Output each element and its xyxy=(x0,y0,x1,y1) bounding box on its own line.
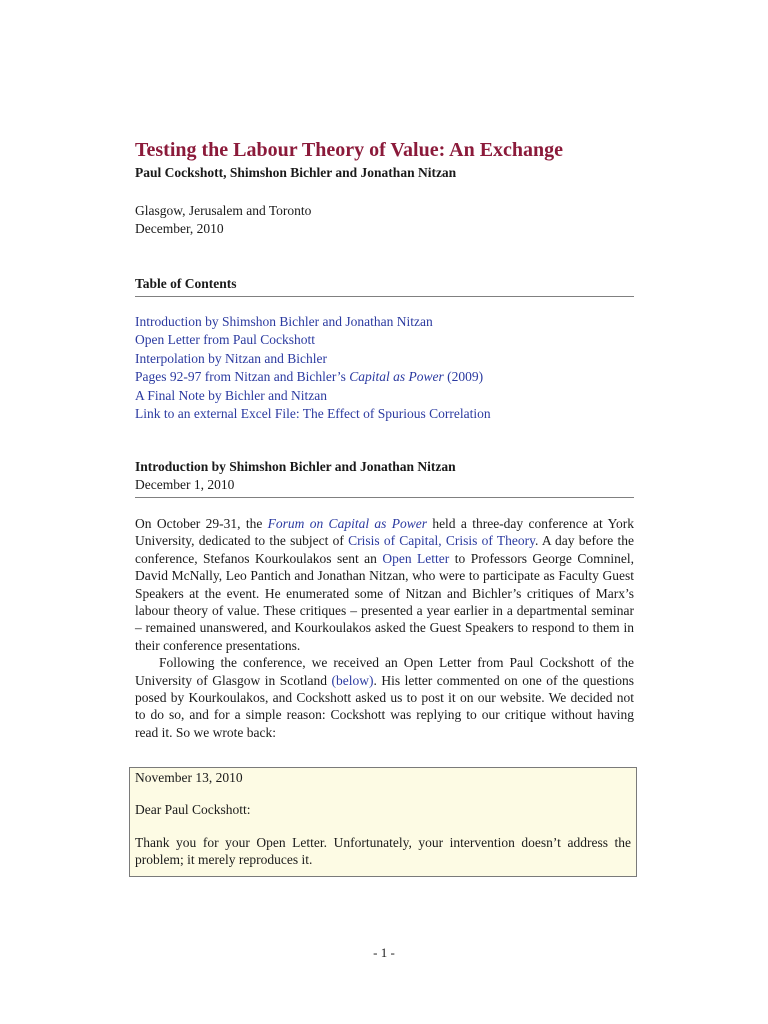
toc-link-open-letter[interactable]: Open Letter from Paul Cockshott xyxy=(135,332,315,348)
letter-date: November 13, 2010 xyxy=(135,770,243,785)
toc-link-final-note[interactable]: A Final Note by Bichler and Nitzan xyxy=(135,387,327,403)
paragraph-text: . His letter commented on one of the questions posed by Kourkoulakos, and Cockshott asked us to post it on our website. We decided not to do so, and for a simple reason: Cockshott was replying to our critique without having read it. So we wrote back: xyxy=(135,672,634,740)
toc-item xyxy=(135,368,491,386)
toc-heading: Table of Contents xyxy=(135,276,237,291)
crisis-link[interactable]: Crisis of Capital, Crisis of Theory xyxy=(348,533,535,549)
intro-paragraph-1 xyxy=(135,515,634,654)
paragraph-text: . A day before the conference, Stefanos Kourkoulakos sent an xyxy=(135,533,634,566)
toc-link-text: Pages 92-97 from Nitzan and Bichler’s xyxy=(135,369,350,385)
toc-link-text: (2009) xyxy=(443,369,484,385)
letter-greeting: Dear Paul Cockshott: xyxy=(135,802,251,818)
forum-link[interactable]: Forum on Capital as Power xyxy=(267,516,427,531)
document-authors: Paul Cockshott, Shimshon Bichler and Jonathan Nitzan xyxy=(135,165,457,180)
toc-link-interpolation[interactable]: Interpolation by Nitzan and Bichler xyxy=(135,350,327,366)
toc-item xyxy=(135,313,491,331)
toc-item xyxy=(135,331,491,349)
paragraph-text: Following the conference, we received an Open Letter from Paul Cockshott of the University of Glasgow in Scotland xyxy=(135,655,634,688)
document-date: December, 2010 xyxy=(135,221,224,236)
toc-link-excel-file[interactable]: Link to an external Excel File: The Effect of Spurious Correlation xyxy=(135,406,491,422)
toc-link-pages-92-97[interactable] xyxy=(135,369,483,384)
letter-box xyxy=(129,767,637,877)
toc-item xyxy=(135,405,491,423)
open-letter-link[interactable]: Open Letter xyxy=(382,550,450,566)
page-number: - 1 - xyxy=(373,945,395,960)
letter-text: Thank you for your Open Letter. Unfortunately, your intervention doesn’t address the problem; it merely reproduces it. xyxy=(135,834,631,868)
below-link[interactable]: (below) xyxy=(331,672,374,688)
toc-link-book-title: Capital as Power xyxy=(349,369,444,385)
toc-link-introduction[interactable]: Introduction by Shimshon Bichler and Jonathan Nitzan xyxy=(135,314,433,329)
paragraph-text: held a three-day conference at York University, dedicated to the subject of xyxy=(135,516,634,549)
table-of-contents xyxy=(135,313,491,423)
paragraph-text: to Professors George Comninel, David McNally, Leo Pantich and Jonathan Nitzan, who were to participate as Faculty Guest Speakers at the event. He enumerated some of Nitzan and Bichler’s critiques of Marx’s labour theory of value. These critiques – presented a year earlier in a departmental seminar – remained unanswered, and Kourkoulakos asked the Guest Speakers to respond to them in their conference presentations. xyxy=(135,550,634,653)
intro-date: December 1, 2010 xyxy=(135,477,235,492)
document-title: Testing the Labour Theory of Value: An Exchange xyxy=(135,139,564,161)
intro-paragraph-2 xyxy=(135,654,634,741)
intro-heading: Introduction by Shimshon Bichler and Jonathan Nitzan xyxy=(135,459,456,474)
toc-item xyxy=(135,387,491,405)
paragraph-text: On October 29-31, the xyxy=(135,516,268,531)
document-places: Glasgow, Jerusalem and Toronto xyxy=(135,203,312,218)
toc-divider xyxy=(135,296,634,297)
intro-body xyxy=(135,515,634,741)
intro-divider xyxy=(135,497,634,498)
toc-item xyxy=(135,350,491,368)
